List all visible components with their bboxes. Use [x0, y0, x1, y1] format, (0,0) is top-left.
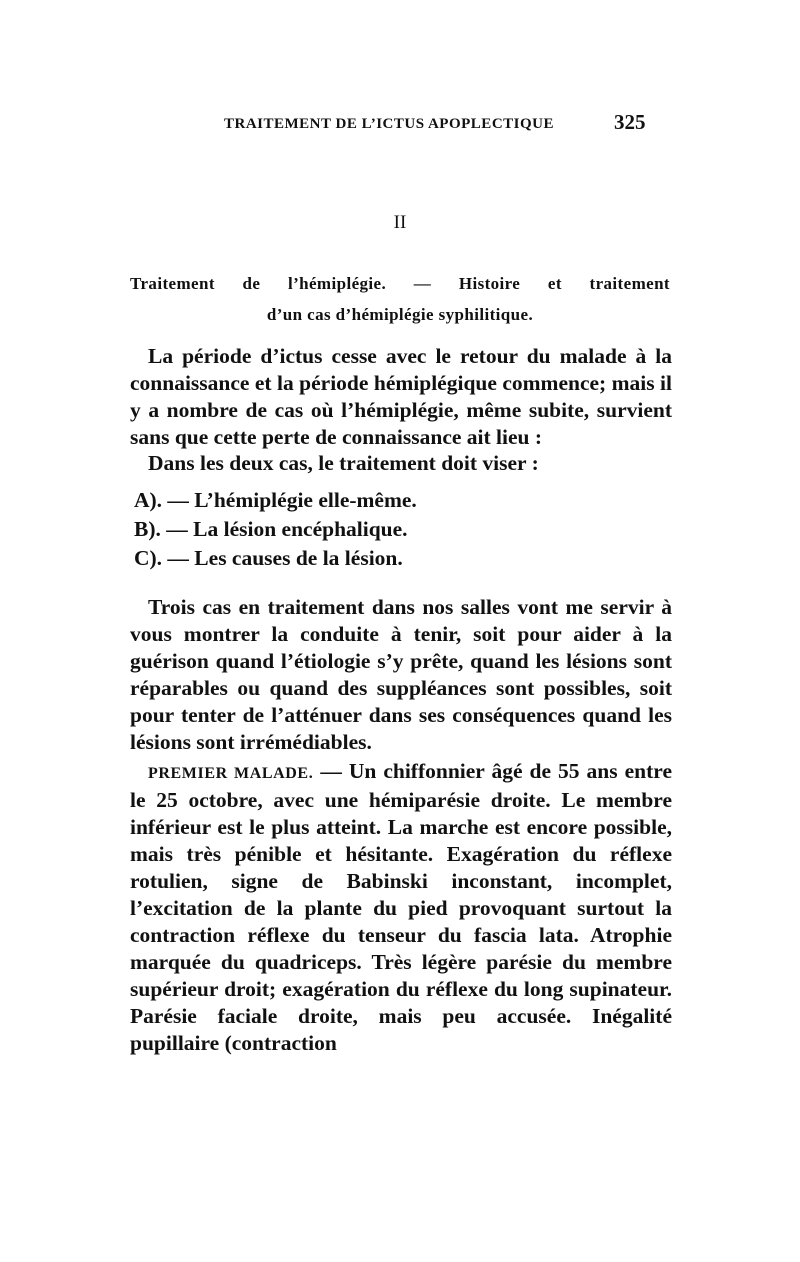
paragraph-1: [130, 343, 672, 451]
paragraph-1-text: La période d’ictus cesse avec le retour du malade à la connaissance et la période hémiplégique commence; mais il y a nombre de cas où l’hémiplégie, même subite, survient sans que cette perte de connaissance ait lieu :: [130, 344, 672, 449]
page-number: 325: [614, 110, 646, 134]
running-head: TRAITEMENT DE L’ICTUS APOPLECTIQUE: [224, 116, 554, 132]
paragraph-4: [130, 758, 672, 1057]
treatment-list: [130, 487, 672, 574]
section-number: II: [393, 212, 407, 233]
paragraph-4-text: [130, 758, 672, 1057]
paragraph-2-text: Dans les deux cas, le traitement doit viser :: [148, 451, 539, 475]
paragraph-3: [130, 594, 672, 756]
section-title-line-2: d’un cas d’hémiplégie syphilitique.: [266, 305, 534, 324]
list-item-b: B). — La lésion encéphalique.: [134, 517, 408, 541]
paragraph-3-text: Trois cas en traitement dans nos salles vont me servir à vous montrer la conduite à tenir, soit pour aider à la guérison quand l’étiologie s’y prête, quand les lésions sont réparables ou quand des suppléances sont possibles, soit pour tenter de l’atténuer dans ses conséquences quand les lésions sont irrémédiables.: [130, 595, 672, 754]
list-item-c: C). — Les causes de la lésion.: [134, 546, 403, 570]
case-heading: PREMIER MALADE.: [148, 765, 314, 782]
section-title-line-1: Traitement de l’hémiplégie. — Histoire et traitement: [130, 274, 670, 293]
list-item-a: A). — L’hémiplégie elle-même.: [134, 488, 417, 512]
paragraph-2: [130, 450, 672, 477]
case-description: — Un chiffonnier âgé de 55 ans entre le 25 octobre, avec une hémiparésie droite. Le membre inférieur est le plus atteint. La marche est encore possible, mais très pénible et hésitante. Exagération du réflexe rotulien, signe de Babinski inconstant, incomplet, l’excitation de la plante du pied provoquant surtout la contraction réflexe du tenseur du fascia lata. Atrophie marquée du quadriceps. Très légère parésie du membre supérieur droit; exagération du réflexe du long supinateur. Parésie faciale droite, mais peu accusée. Inégalité pupillaire (contraction: [130, 759, 672, 1055]
